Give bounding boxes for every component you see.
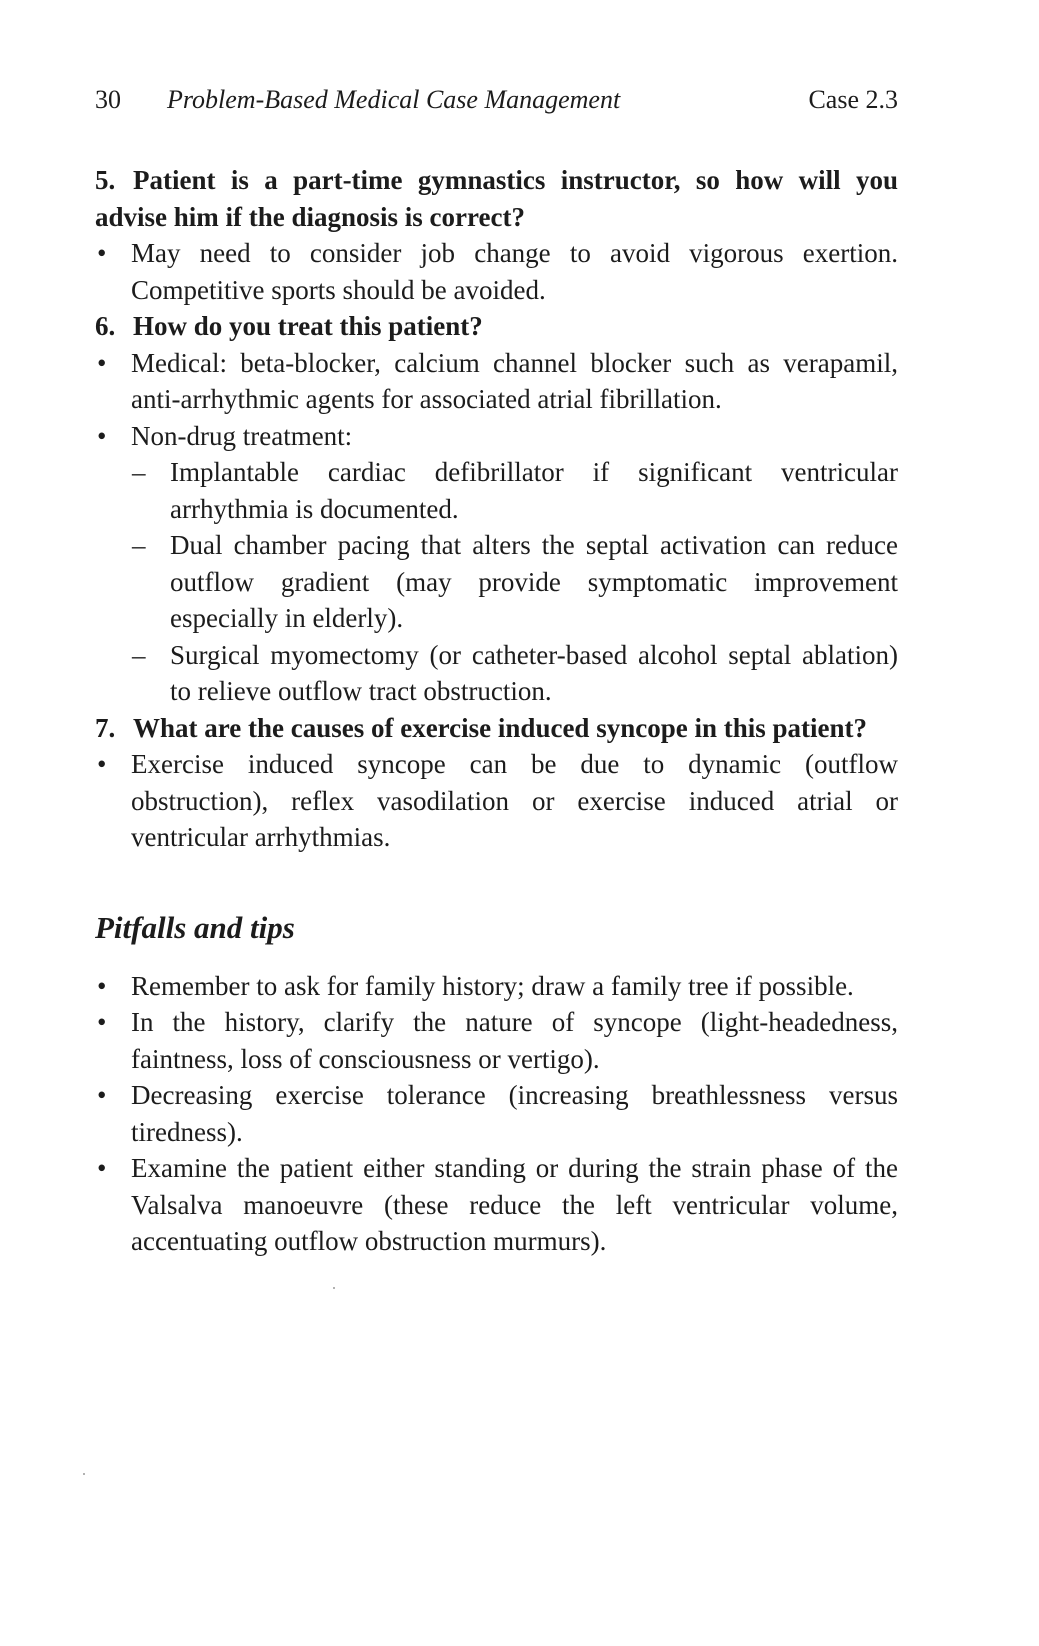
answer-text: Exercise induced syncope can be due to dynamic (outflow obstruction), reflex vasodilation or exercise induced atrial or ventricular arrhythmias. <box>131 749 898 852</box>
bullet-icon: • <box>97 749 107 779</box>
question-number: 5. <box>95 165 116 195</box>
page-number: 30 <box>95 85 121 114</box>
bullet-icon: • <box>97 1080 107 1110</box>
bullet-icon: • <box>97 970 107 1001</box>
tip-bullet <box>95 1150 898 1260</box>
page-body <box>95 162 898 1260</box>
answer-bullet <box>95 235 898 308</box>
running-head <box>95 80 898 120</box>
answer-bullet <box>95 345 898 418</box>
scan-speck <box>83 1473 85 1475</box>
question-text: How do you treat this patient? <box>133 311 483 341</box>
bullet-icon: • <box>97 1007 107 1037</box>
tip-text: In the history, clarify the nature of syncope (light-headedness, faintness, loss of consciousness or vertigo). <box>131 1007 898 1074</box>
tip-bullet <box>95 1004 898 1077</box>
bullet-icon: • <box>97 238 107 268</box>
tip-bullet <box>95 1077 898 1150</box>
question-6 <box>95 308 898 345</box>
case-label: Case 2.3 <box>808 85 898 114</box>
answer-text: May need to consider job change to avoid vigorous exertion. Competitive sports should be avoided. <box>131 238 898 305</box>
bullet-icon: • <box>97 1153 107 1183</box>
answer-bullet <box>95 418 898 455</box>
sub-item-text: Implantable cardiac defibrillator if significant ventricular arrhythmia is documented. <box>170 457 898 524</box>
question-text: Patient is a part-time gymnastics instructor, so how will you advise him if the diagnosis is correct? <box>95 165 898 232</box>
tip-text: Examine the patient either standing or during the strain phase of the Valsalva manoeuvre (these reduce the left ventricular volume, accentuating outflow obstruction murmurs). <box>131 1153 898 1256</box>
section-heading: Pitfalls and tips <box>95 909 295 945</box>
question-number: 7. <box>95 712 116 743</box>
sub-item-text: Dual chamber pacing that alters the septal activation can reduce outflow gradient (may provide symptomatic improvement especially in elderly). <box>170 530 898 633</box>
question-text: What are the causes of exercise induced syncope in this patient? <box>133 712 867 743</box>
sub-item <box>95 454 898 527</box>
sub-item-text: Surgical myomectomy (or catheter-based alcohol septal ablation) to relieve outflow tract obstruction. <box>170 639 898 706</box>
question-number: 6. <box>95 311 116 341</box>
bullet-icon: • <box>97 420 107 451</box>
dash-icon: – <box>132 457 146 487</box>
sub-item <box>95 637 898 710</box>
answer-text: Non-drug treatment: <box>131 420 353 451</box>
tip-text: Remember to ask for family history; draw a family tree if possible. <box>131 970 854 1001</box>
book-title: Problem-Based Medical Case Management <box>167 85 621 114</box>
scan-speck <box>333 1287 335 1289</box>
question-5 <box>95 162 898 235</box>
tip-text: Decreasing exercise tolerance (increasing breathlessness versus tiredness). <box>131 1080 898 1147</box>
dash-icon: – <box>132 639 146 670</box>
question-7 <box>95 710 898 747</box>
tip-bullet <box>95 968 898 1005</box>
answer-text: Medical: beta-blocker, calcium channel blocker such as verapamil, anti-arrhythmic agents for associated atrial fibrillation. <box>131 347 898 414</box>
sub-item <box>95 527 898 637</box>
dash-icon: – <box>132 530 146 560</box>
bullet-icon: • <box>97 347 107 378</box>
answer-bullet <box>95 746 898 856</box>
